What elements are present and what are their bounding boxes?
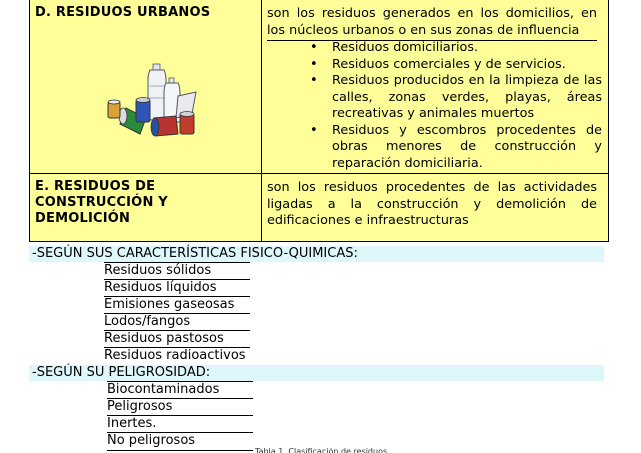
list-item: Residuos pastosos bbox=[104, 330, 250, 348]
can-icon bbox=[136, 98, 150, 123]
row-heading-cell bbox=[30, 174, 262, 241]
list-item: No peligrosos bbox=[107, 432, 253, 451]
heading-line: CONSTRUCCIÓN Y bbox=[35, 195, 168, 210]
list-item: • Residuos domiciliarios. bbox=[262, 40, 602, 57]
list-item: Peligrosos bbox=[107, 398, 253, 416]
list-item: Residuos líquidos bbox=[104, 279, 250, 297]
list-item: Emisiones gaseosas bbox=[104, 296, 250, 314]
description-urbanos: son los residuos generados en los domicilios, en los núcleos urbanos o en sus zonas de influencia bbox=[267, 6, 597, 41]
heading-line: DEMOLICIÓN bbox=[35, 211, 131, 226]
list-item: Residuos radioactivos bbox=[104, 347, 250, 366]
list-item: Biocontaminados bbox=[107, 381, 253, 399]
list-item: Inertes. bbox=[107, 415, 253, 433]
description-construccion: son los residuos procedentes de las actividades ligadas a la construcción y demolición de edificaciones e infraestructuras bbox=[267, 180, 597, 228]
list-item: • Residuos comerciales y de servicios. bbox=[262, 57, 602, 74]
heading-urbanos: D. RESIDUOS URBANOS bbox=[35, 5, 211, 20]
table-caption: Tabla 1. Clasificación de residuos bbox=[255, 448, 388, 453]
list-item: Lodos/fangos bbox=[104, 313, 250, 331]
can-icon bbox=[108, 100, 120, 118]
heading-construccion bbox=[35, 179, 168, 227]
bullet-list-urbanos bbox=[262, 40, 602, 172]
row-heading-cell bbox=[30, 0, 262, 173]
residue-table bbox=[29, 0, 609, 242]
table-row-construccion bbox=[30, 174, 608, 242]
bottle-icon bbox=[148, 64, 166, 120]
recycling-waste-illustration bbox=[96, 56, 216, 146]
section-title-peligrosidad: -SEGÚN SU PELIGROSIDAD: bbox=[29, 365, 604, 381]
table-row-urbanos bbox=[30, 0, 608, 174]
list-item: • Residuos producidos en la limpieza de las calles, zonas verdes, playas, áreas recreativas y animales muertos bbox=[262, 73, 602, 123]
heading-line: E. RESIDUOS DE bbox=[35, 179, 156, 194]
can-icon bbox=[180, 112, 194, 135]
row-description-cell bbox=[262, 174, 608, 241]
row-description-cell bbox=[262, 0, 608, 173]
list-item: Residuos sólidos bbox=[104, 262, 250, 280]
list-item: • Residuos y escombros procedentes de obras menores de construcción y reparación domiciliaria. bbox=[262, 123, 602, 173]
section-title-fisico-quimicas: -SEGÚN SUS CARACTERÍSTICAS FISICO-QUIMICAS: bbox=[29, 246, 604, 262]
can-icon bbox=[151, 116, 178, 136]
